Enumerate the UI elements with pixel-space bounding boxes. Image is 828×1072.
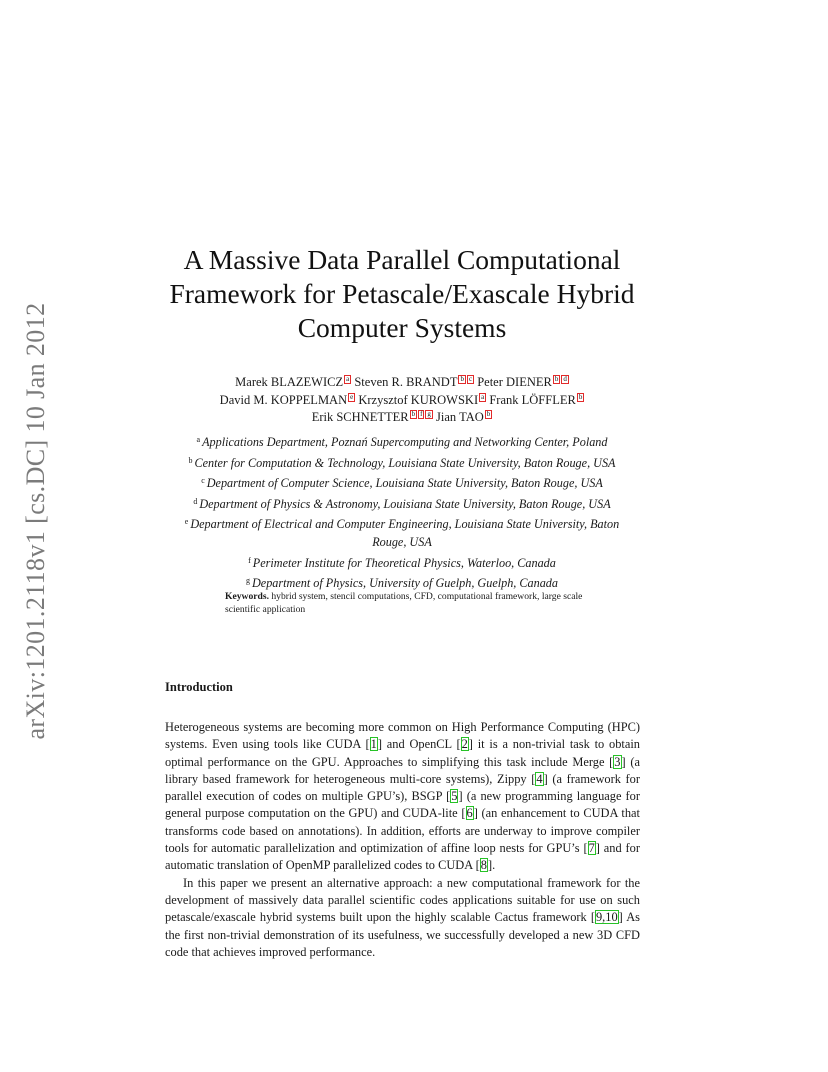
- affiliation-link[interactable]: b: [411, 410, 416, 418]
- text-run: (a library based framework for heterogeneous multi-core systems), Zippy: [165, 754, 640, 786]
- affiliation-link[interactable]: b: [460, 375, 464, 383]
- text-run: .: [492, 858, 496, 873]
- affiliation-link[interactable]: b: [554, 375, 559, 383]
- author-list: [160, 374, 644, 427]
- author: [358, 393, 489, 407]
- affiliation-text: Perimeter Institute for Theoretical Physics, Waterloo, Canada: [252, 555, 556, 570]
- affiliation-text: Department of Electrical and Computer Engineering, Louisiana State University, Baton Rouge, USA: [190, 517, 620, 549]
- author: [354, 375, 477, 389]
- author-name: Krzysztof KUROWSKI: [358, 392, 479, 407]
- arxiv-identifier: arXiv:1201.2118v1 [cs.DC] 10 Jan 2012: [21, 302, 50, 740]
- body-text: [165, 719, 640, 961]
- author-name: Jian TAO: [436, 410, 484, 424]
- keywords-block: [225, 590, 595, 616]
- affiliation-mark: d: [193, 496, 198, 506]
- citation-link[interactable]: 7: [588, 841, 595, 856]
- affiliation-link[interactable]: f: [420, 410, 423, 418]
- affiliation: [150, 513, 654, 551]
- affiliation-link[interactable]: d: [563, 375, 567, 383]
- author: [489, 393, 584, 407]
- affiliation-text: Department of Computer Science, Louisiana State University, Baton Rouge, USA: [206, 476, 603, 491]
- author-line: [160, 409, 644, 427]
- title-line: Computer Systems: [297, 312, 507, 343]
- text-run: and for automatic translation of OpenMP parallelized codes to CUDA: [165, 841, 640, 873]
- affiliation-link[interactable]: b: [578, 392, 583, 401]
- citation-link[interactable]: 4: [536, 771, 543, 786]
- keywords-label: Keywords.: [225, 591, 269, 602]
- affiliation-mark: c: [201, 476, 205, 486]
- affiliation-mark: b: [188, 455, 193, 465]
- section-heading: Introduction: [165, 680, 233, 694]
- citation-link[interactable]: 9,10: [595, 910, 618, 925]
- text-run: As the first non-trivial demonstration of its usefulness, we successfully developed a new 3D CFD code that achieves improved performance.: [165, 910, 640, 959]
- author-name: Frank LÖFFLER: [489, 392, 576, 407]
- text-run: In this paper we present an alternative approach: a new computational framework for the development of massively data parallel scientific codes applications suitable for use on such petascale/exascale hybrid systems built upon the highly scalable Cactus framework: [165, 875, 640, 925]
- affiliation-text: Center for Computation & Technology, Louisiana State University, Baton Rouge, USA: [194, 455, 616, 470]
- author: [477, 375, 569, 389]
- text-run: (a framework for parallel execution of codes on multiple GPU’s), BSGP: [165, 771, 640, 804]
- author-name: Erik SCHNETTER: [311, 410, 409, 424]
- author-name: Marek BLAZEWICZ: [235, 375, 344, 389]
- affiliation-link[interactable]: a: [481, 392, 485, 401]
- citation-link[interactable]: 8: [480, 858, 487, 873]
- affiliation: [150, 493, 654, 514]
- citation-link[interactable]: 1: [370, 737, 377, 752]
- author-name: David M. KOPPELMAN: [219, 392, 348, 407]
- author: [235, 375, 354, 389]
- affiliation-mark: g: [246, 576, 250, 586]
- author-line: [160, 374, 644, 392]
- citation-link[interactable]: 5: [451, 789, 458, 804]
- author-name: Steven R. BRANDT: [354, 375, 458, 389]
- affiliation-link[interactable]: e: [350, 392, 354, 401]
- affiliation: [150, 552, 654, 573]
- author-name: Peter DIENER: [477, 375, 552, 389]
- affiliation-link[interactable]: g: [427, 410, 431, 418]
- text-run: (an enhancement to CUDA that transforms code based on annotations). In addition, efforts are underway to improve compiler tools for automatic parallelization and optimization of affine loop nests for GPU’s: [165, 806, 640, 856]
- affiliation-text: Department of Physics, University of Guelph, Guelph, Canada: [252, 576, 558, 591]
- text-run: (a new programming language for general purpose computation on the GPU) and CUDA-lite: [165, 789, 640, 821]
- author: [312, 410, 436, 424]
- affiliation-link[interactable]: b: [486, 410, 491, 418]
- affiliation-text: Applications Department, Poznań Supercomputing and Networking Center, Poland: [202, 435, 608, 449]
- affiliation-link[interactable]: c: [468, 375, 473, 383]
- author: [220, 393, 359, 407]
- affiliation-text: Department of Physics & Astronomy, Louisiana State University, Baton Rouge, USA: [199, 496, 611, 511]
- author: [436, 410, 492, 424]
- affiliation: [150, 431, 654, 452]
- paper-title: [140, 243, 664, 345]
- title-line: A Massive Data Parallel Computational: [183, 244, 621, 275]
- citation-link[interactable]: 3: [614, 754, 621, 769]
- paragraph: In this paper we present an alternative approach: a new computational framework for the development of massively data parallel scientific codes applications suitable for use on such petascale/exascale hybrid systems built upon the highly scalable Cactus framework [9,10] As the first non-trivial demonstration of its usefulness, we successfully developed a new 3D CFD code that achieves improved performance.: [165, 875, 640, 959]
- author-line: [160, 392, 644, 410]
- affiliation: [150, 472, 654, 493]
- keywords-text: hybrid system, stencil computations, CFD, computational framework, large scale scientific application: [225, 591, 583, 615]
- text-run: and OpenCL: [381, 737, 457, 752]
- text-run: it is a non-trivial task to obtain optimal performance on the GPU. Approaches to simplifying this task include Merge: [165, 737, 640, 769]
- affiliation-link[interactable]: a: [346, 375, 350, 383]
- paragraph: Heterogeneous systems are becoming more common on High Performance Computing (HPC) systems. Even using tools like CUDA [1] and OpenCL [2] it is a non-trivial task to obtain optimal performance on the GPU. Approaches to simplifying this task include Merge [3] (a library based framework for heterogeneous multi-core systems), Zippy [4] (a framework for parallel execution of codes on multiple GPU’s), BSGP [5] (a new programming language for general purpose computation on the GPU) and CUDA-lite [6] (an enhancement to CUDA that transforms code based on annotations). In addition, efforts are underway to improve compiler tools for automatic parallelization and optimization of affine loop nests for GPU’s [7] and for automatic translation of OpenMP parallelized codes to CUDA [8].: [165, 720, 640, 873]
- title-line: Framework for Petascale/Exascale Hybrid: [169, 278, 635, 309]
- affiliation-mark: f: [248, 555, 251, 565]
- affiliation-mark: e: [184, 517, 189, 527]
- text-run: Heterogeneous systems are becoming more common on High Performance Computing (HPC) systems. Even using tools like CUDA: [165, 720, 640, 752]
- affiliation-list: [150, 431, 654, 593]
- citation-link[interactable]: 2: [461, 737, 468, 752]
- affiliation: [150, 452, 654, 473]
- citation-link[interactable]: 6: [466, 806, 473, 821]
- affiliation-mark: a: [196, 435, 201, 444]
